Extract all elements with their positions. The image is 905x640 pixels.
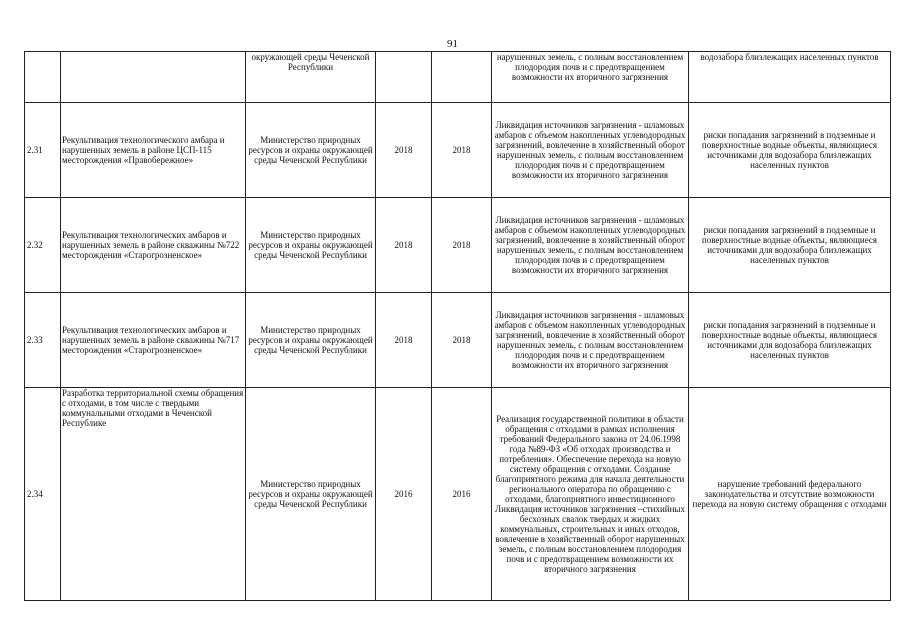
expected-result: Ликвидация источников загрязнения - шламовых амбаров с объемом накопленных углеводородных загрязнений, вовлечение в хозяйственный оборот нарушенных земель, с полным восстановлением плодородия почв и с предотвращением возможности их вторичного загрязнения [492, 293, 689, 388]
measure-name: Рекультивация технологических амбаров и нарушенных земель в районе скважины №722 месторождения «Старогрозненское» [61, 198, 246, 293]
start-year [376, 52, 432, 103]
row-number: 2.31 [25, 103, 61, 198]
end-year: 2018 [432, 103, 492, 198]
start-year: 2018 [376, 293, 432, 388]
row-number [25, 52, 61, 103]
table-row [25, 52, 891, 103]
executor: Министерство природных ресурсов и охраны окружающей среды Чеченской Республики [246, 293, 376, 388]
measure-name: Рекультивация технологических амбаров и нарушенных земель в районе скважины №717 месторождения «Старогрозненское» [61, 293, 246, 388]
start-year: 2016 [376, 388, 432, 601]
risk: нарушение требований федерального законодательства и отсутствие возможности перехода на новую систему обращения с отходами [689, 388, 891, 601]
expected-result: Ликвидация источников загрязнения - шламовых амбаров с объемом накопленных углеводородных загрязнений, вовлечение в хозяйственный оборот нарушенных земель, с полным восстановлением плодородия почв и с предотвращением возможности их вторичного загрязнения [492, 103, 689, 198]
measures-table [24, 51, 891, 601]
page-number: 91 [447, 38, 458, 50]
measure-name [61, 52, 246, 103]
expected-result: Реализация государственной политики в области обращения с отходами в рамках исполнения требований Федерального закона от 24.06.1998 года №89-ФЗ «Об отходах производства и потребления». Обеспечение перехода на новую систему обращения с отходами. Создание благоприятного режима для начала деятельности регионального оператора по обращению с отходами, благоприятного инвестиционного Ликвидация источников загрязнения –стихийных бесхозных свалок твердых и жидких коммунальных, строительных и иных отходов, вовлечение в хозяйственный оборот нарушенных земель, с полным восстановлением плодородия почв и с предотвращением возможности их вторичного загрязнения [492, 388, 689, 601]
start-year: 2018 [376, 103, 432, 198]
end-year: 2018 [432, 198, 492, 293]
row-number: 2.32 [25, 198, 61, 293]
executor: Министерство природных ресурсов и охраны окружающей среды Чеченской Республики [246, 103, 376, 198]
table-row [25, 293, 891, 388]
end-year: 2018 [432, 293, 492, 388]
risk: риски попадания загрязнений в подземные и поверхностные водные объекты, являющиеся источниками для водозабора близлежащих населенных пунктов [689, 103, 891, 198]
table-row [25, 103, 891, 198]
risk: водозабора близлежащих населенных пунктов [689, 52, 891, 103]
measure-name: Разработка территориальной схемы обращения с отходами, в том числе с твердыми коммунальными отходами в Чеченской Республике [61, 388, 246, 601]
executor: Министерство природных ресурсов и охраны окружающей среды Чеченской Республики [246, 388, 376, 601]
risk: риски попадания загрязнений в подземные и поверхностные водные объекты, являющиеся источниками для водозабора близлежащих населенных пунктов [689, 293, 891, 388]
risk: риски попадания загрязнений в подземные и поверхностные водные объекты, являющиеся источниками для водозабора близлежащих населенных пунктов [689, 198, 891, 293]
end-year [432, 52, 492, 103]
executor: окружающей среды Чеченской Республики [246, 52, 376, 103]
start-year: 2018 [376, 198, 432, 293]
measure-name: Рекультивация технологического амбара и нарушенных земель в районе ЦСП-115 месторождения «Правобережное» [61, 103, 246, 198]
row-number: 2.34 [25, 388, 61, 601]
end-year: 2016 [432, 388, 492, 601]
table-row [25, 198, 891, 293]
row-number: 2.33 [25, 293, 61, 388]
table-row [25, 388, 891, 601]
expected-result: нарушенных земель, с полным восстановлением плодородия почв и с предотвращением возможности их вторичного загрязнения [492, 52, 689, 103]
executor: Министерство природных ресурсов и охраны окружающей среды Чеченской Республики [246, 198, 376, 293]
expected-result: Ликвидация источников загрязнения - шламовых амбаров с объемом накопленных углеводородных загрязнений, вовлечение в хозяйственный оборот нарушенных земель, с полным восстановлением плодородия почв и с предотвращением возможности их вторичного загрязнения [492, 198, 689, 293]
